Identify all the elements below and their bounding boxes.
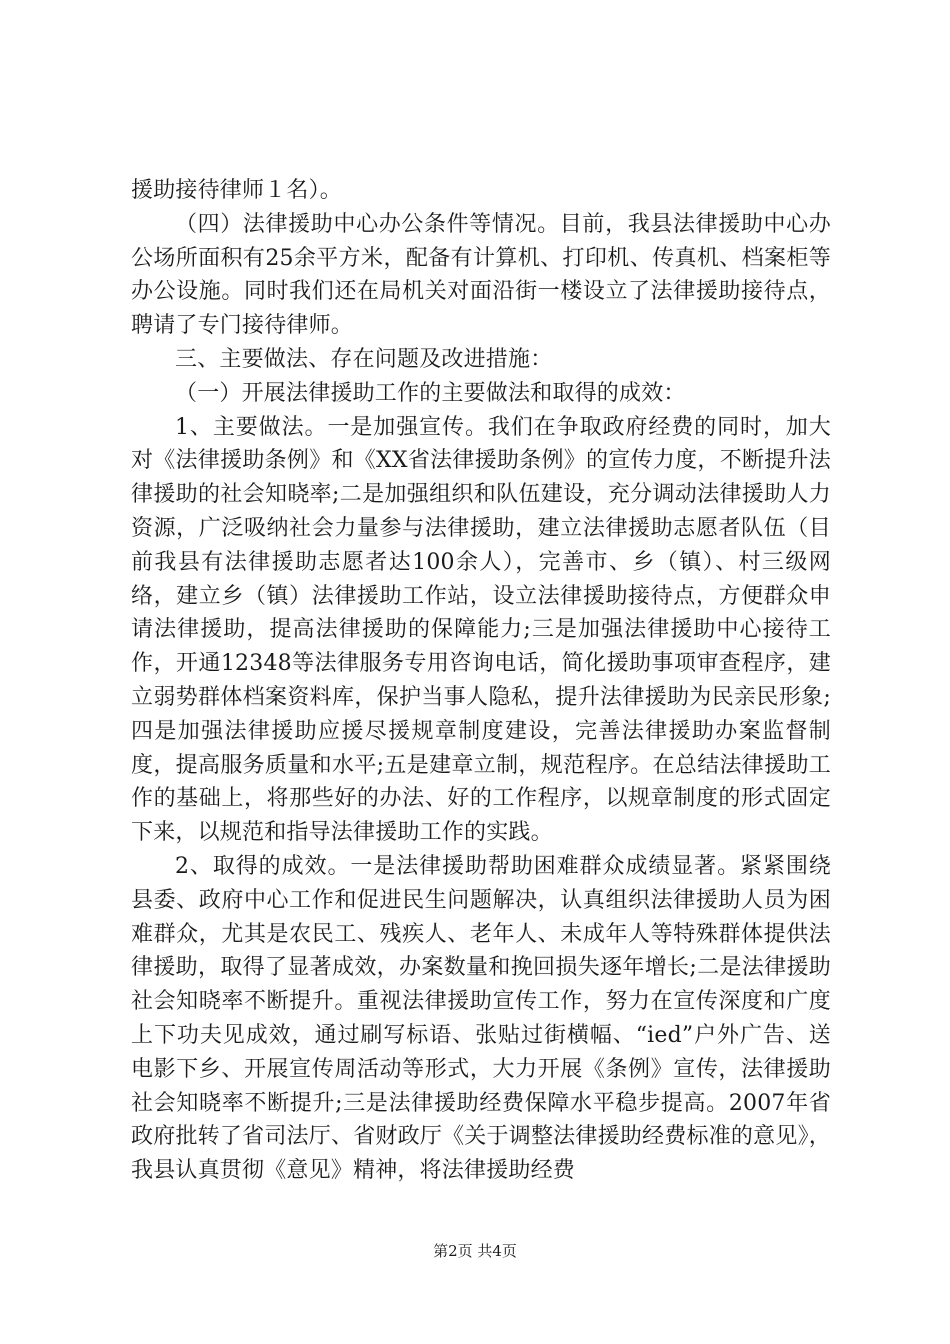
document-body	[131, 174, 831, 1188]
paragraph-5: 1、主要做法。一是加强宣传。我们在争取政府经费的同时，加大对《法律援助条例》和《XX省法律援助条例》的宣传力度，不断提升法律援助的社会知晓率;二是加强组织和队伍建设，充分调动法律援助人力资源，广泛吸纳社会力量参与法律援助，建立法律援助志愿者队伍（目前我县有法律援助志愿者达100余人），完善市、乡（镇）、村三级网络，建立乡（镇）法律援助工作站，设立法律援助接待点，方便群众申请法律援助，提高法律援助的保障能力;三是加强法律援助中心接待工作，开通12348等法律服务专用咨询电话，简化援助事项审查程序，建立弱势群体档案资料库，保护当事人隐私，提升法律援助为民亲民形象;四是加强法律援助应援尽援规章制度建设，完善法律援助办案监督制度，提高服务质量和水平;五是建章立制，规范程序。在总结法律援助工作的基础上，将那些好的办法、好的工作程序，以规章制度的形式固定下来，以规范和指导法律援助工作的实践。	[131, 414, 831, 846]
paragraph-2: （四）法律援助中心办公条件等情况。目前，我县法律援助中心办公场所面积有25余平方米，配备有计算机、打印机、传真机、档案柜等办公设施。同时我们还在局机关对面沿街一楼设立了法律援助接待点，聘请了专门接待律师。	[131, 211, 831, 339]
paragraph-1: 援助接待律师１名）。	[131, 178, 343, 203]
paragraph-3: 三、主要做法、存在问题及改进措施：	[175, 346, 553, 372]
paragraph-6: 2、取得的成效。一是法律援助帮助困难群众成绩显著。紧紧围绕县委、政府中心工作和促进民生问题解决，认真组织法律援助人员为困难群众，尤其是农民工、残疾人、老年人、未成年人等特殊群体提供法律援助，取得了显著成效，办案数量和挽回损失逐年增长;二是法律援助社会知晓率不断提升。重视法律援助宣传工作，努力在宣传深度和广度上下功夫见成效，通过刷写标语、张贴过街横幅、“ied”户外广告、送电影下乡、开展宣传周活动等形式，大力开展《条例》宣传，法律援助社会知晓率不断提升;三是法律援助经费保障水平稳步提高。2007年省政府批转了省司法厅、省财政厅《关于调整法律援助经费标准的意见》，我县认真贯彻《意见》精神，将法律援助经费	[131, 853, 831, 1184]
page-footer: 第2页 共4页	[433, 1242, 517, 1260]
paragraph-4: （一）开展法律援助工作的主要做法和取得的成效：	[175, 380, 686, 406]
